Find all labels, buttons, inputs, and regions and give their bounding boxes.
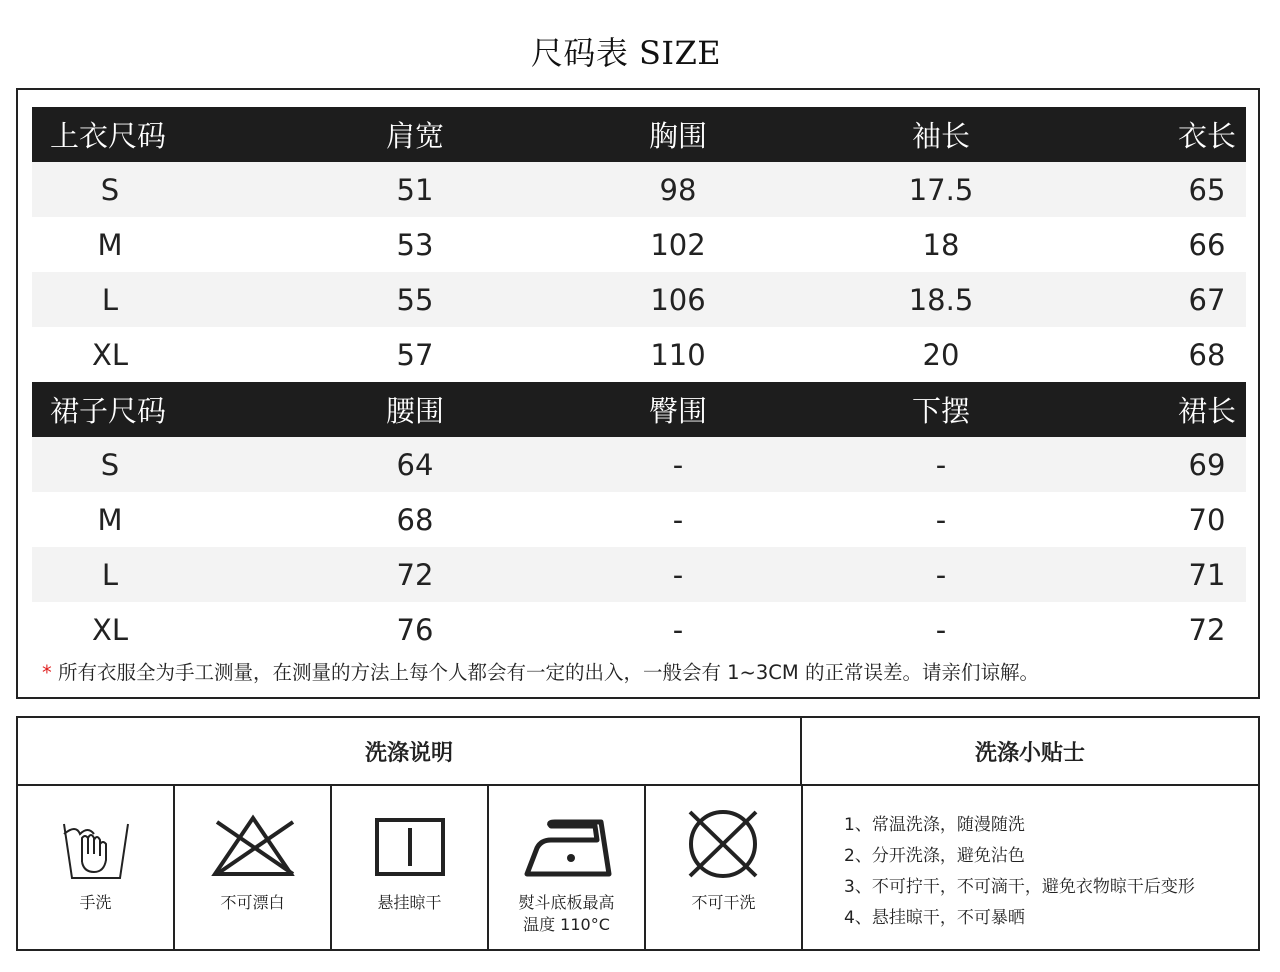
no-bleach-icon — [175, 786, 332, 949]
symbol-label: 熨斗底板最高 — [518, 893, 615, 912]
no-dry-clean-icon — [646, 786, 803, 949]
table-row — [32, 327, 1246, 382]
symbol-label: 悬挂晾干 — [377, 893, 442, 912]
table-cell: 72 — [1188, 612, 1226, 647]
table-cell: 72 — [396, 557, 434, 592]
table-cell: L — [101, 282, 119, 317]
header-cell: 腰围 — [385, 394, 444, 428]
header-cell: 袖长 — [911, 119, 970, 153]
table-cell: - — [672, 447, 684, 482]
table-cell: - — [935, 557, 947, 592]
table-row — [32, 272, 1246, 327]
symbol-label: 不可漂白 — [220, 893, 285, 912]
table-cell: L — [101, 557, 119, 592]
table-cell: 68 — [396, 502, 434, 537]
table-cell: 68 — [1188, 337, 1226, 372]
tips-title: 洗涤小贴士 — [802, 718, 1258, 786]
tip-item: 2、分开洗涤，避免沾色 — [844, 846, 1025, 866]
table-row — [32, 547, 1246, 602]
table-cell: 106 — [650, 282, 706, 317]
table-cell: 70 — [1188, 502, 1226, 537]
measurement-note — [42, 657, 1039, 685]
top-header-row — [32, 107, 1246, 162]
table-row — [32, 602, 1246, 657]
table-cell: - — [672, 557, 684, 592]
washing-section — [16, 716, 1260, 951]
table-cell: M — [97, 227, 123, 262]
table-cell: - — [672, 612, 684, 647]
table-cell: 102 — [650, 227, 706, 262]
symbol-cell-iron — [489, 786, 646, 949]
table-cell: S — [100, 172, 120, 207]
header-cell: 衣长 — [1177, 119, 1236, 153]
table-cell: - — [935, 447, 947, 482]
note-asterisk: * — [42, 661, 52, 684]
symbol-cell-hand-wash — [18, 786, 175, 949]
hand-wash-icon — [18, 786, 175, 949]
table-cell: - — [935, 612, 947, 647]
symbol-cell-hang-dry — [332, 786, 489, 949]
table-row — [32, 437, 1246, 492]
table-row — [32, 217, 1246, 272]
table-cell: 51 — [396, 172, 434, 207]
symbol-label-2: 温度 110°C — [523, 915, 610, 934]
table-cell: 20 — [922, 337, 960, 372]
header-cell: 裙子尺码 — [50, 394, 167, 428]
skirt-header-row — [32, 382, 1246, 437]
table-cell: 67 — [1188, 282, 1226, 317]
tips-list — [844, 810, 1195, 934]
table-cell: XL — [91, 612, 129, 647]
header-cell: 裙长 — [1177, 394, 1236, 428]
tip-item: 1、常温洗涤，随漫随洗 — [844, 815, 1025, 835]
symbol-cell-no-bleach — [175, 786, 332, 949]
symbol-label: 手洗 — [79, 893, 112, 912]
tip-item: 3、不可拧干，不可滴干，避免衣物晾干后变形 — [844, 877, 1195, 897]
table-cell: XL — [91, 337, 129, 372]
table-cell: 65 — [1188, 172, 1226, 207]
table-cell: 64 — [396, 447, 434, 482]
washing-title: 洗涤说明 — [18, 718, 802, 786]
page-title: 尺码表 SIZE — [530, 34, 722, 72]
table-cell: 98 — [659, 172, 697, 207]
header-cell: 上衣尺码 — [50, 119, 167, 153]
table-cell: 17.5 — [908, 172, 974, 207]
tip-item: 4、悬挂晾干，不可暴晒 — [844, 908, 1025, 928]
table-cell: 18.5 — [908, 282, 974, 317]
table-row — [32, 492, 1246, 547]
table-cell: 71 — [1188, 557, 1226, 592]
table-cell: S — [100, 447, 120, 482]
note-text: 所有衣服全为手工测量，在测量的方法上每个人都会有一定的出入，一般会有 1~3CM 的正常误差。请亲们谅解。 — [57, 661, 1039, 684]
hang-dry-icon — [332, 786, 489, 949]
symbol-cell-no-dry-clean — [646, 786, 803, 949]
table-cell: 57 — [396, 337, 434, 372]
table-cell: 69 — [1188, 447, 1226, 482]
symbol-label: 不可干洗 — [691, 893, 756, 912]
table-cell: M — [97, 502, 123, 537]
table-cell: - — [935, 502, 947, 537]
table-cell: 53 — [396, 227, 434, 262]
table-cell: 66 — [1188, 227, 1226, 262]
size-chart — [16, 88, 1260, 699]
table-cell: - — [672, 502, 684, 537]
header-cell: 臀围 — [648, 394, 707, 428]
header-cell: 肩宽 — [385, 119, 444, 153]
size-table — [32, 107, 1246, 657]
table-cell: 55 — [396, 282, 434, 317]
header-cell: 下摆 — [911, 394, 970, 428]
table-row — [32, 162, 1246, 217]
header-cell: 胸围 — [648, 119, 707, 153]
table-cell: 110 — [650, 337, 706, 372]
table-cell: 18 — [922, 227, 960, 262]
table-cell: 76 — [396, 612, 434, 647]
